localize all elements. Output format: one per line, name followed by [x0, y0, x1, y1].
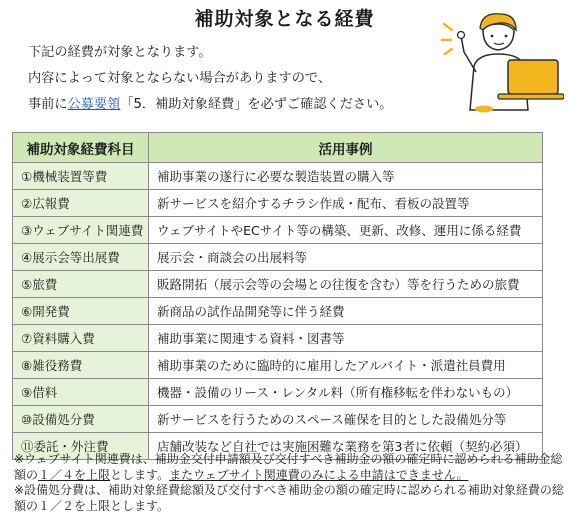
example-cell: 新サービスを行うためのスペース確保を目的とした設備処分等 — [149, 406, 543, 433]
header-category: 補助対象経費科目 — [13, 133, 149, 163]
category-cell: ⑩設備処分費 — [13, 406, 149, 433]
example-cell: 補助事業の遂行に必要な製造装置の購入等 — [149, 163, 543, 190]
intro-line-3 — [28, 92, 392, 118]
table-row — [13, 244, 543, 271]
guideline-link[interactable]: 公募要領 — [67, 97, 121, 112]
category-cell: ⑧雑役務費 — [13, 352, 149, 379]
note-website — [14, 452, 564, 483]
category-cell: ⑦資料購入費 — [13, 325, 149, 352]
table-row — [13, 406, 543, 433]
table-row — [13, 190, 543, 217]
intro-line-1: 下記の経費が対象となります。 — [28, 45, 212, 60]
example-cell: 新サービスを紹介するチラシ作成・配布、看板の設置等 — [149, 190, 543, 217]
example-cell: 店舗改装など自社では実施困難な業務を第3者に依頼（契約必須） — [149, 433, 543, 460]
intro-text — [28, 40, 392, 118]
category-cell: ④展示会等出展費 — [13, 244, 149, 271]
table-row — [13, 298, 543, 325]
note-website-tail: とします。 — [110, 467, 170, 482]
note-disposal: ※設備処分費は、補助対象経費総額及び交付すべき補助金の額の確定時に認められる補助対象経費の総額の１／２を上限とします。 — [14, 483, 564, 513]
table-row — [13, 217, 543, 244]
example-cell: 補助事業のために臨時的に雇用したアルバイト・派遣社員費用 — [149, 352, 543, 379]
category-cell: ⑤旅費 — [13, 271, 149, 298]
intro-line-3-suffix: 「5．補助対象経費」を必ずご確認ください。 — [120, 97, 393, 112]
example-cell: 新商品の試作品開発等に伴う経費 — [149, 298, 543, 325]
person-with-laptop-illustration — [436, 8, 564, 116]
table-row — [13, 271, 543, 298]
example-cell: 展示会・商談会の出展料等 — [149, 244, 543, 271]
note-website-cap: １／４を上限 — [38, 467, 111, 482]
cost-table — [12, 132, 543, 460]
table-row — [13, 325, 543, 352]
category-cell: ②広報費 — [13, 190, 149, 217]
example-cell: 機器・設備のリース・レンタル料（所有権移転を伴わないもの） — [149, 379, 543, 406]
intro-line-3-prefix: 事前に — [28, 97, 68, 112]
intro-line-2: 内容によって対象とならない場合がありますので、 — [28, 71, 332, 86]
table-header-row — [13, 133, 543, 163]
note-website-restriction: またウェブサイト関連費のみによる申請はできません。 — [169, 467, 469, 482]
category-cell: ③ウェブサイト関連費 — [13, 217, 149, 244]
category-cell: ⑥開発費 — [13, 298, 149, 325]
category-cell: ①機械装置等費 — [13, 163, 149, 190]
footnotes — [14, 452, 564, 514]
category-cell: ⑪委託・外注費 — [13, 433, 149, 460]
example-cell: 販路開拓（展示会等の会場との往復を含む）等を行うための旅費 — [149, 271, 543, 298]
header-example: 活用事例 — [149, 133, 543, 163]
table-row — [13, 379, 543, 406]
category-cell: ⑨借料 — [13, 379, 149, 406]
example-cell: 補助事業に関連する資料・図書等 — [149, 325, 543, 352]
page-title: 補助対象となる経費 — [194, 8, 375, 30]
note-website-main: ※ウェブサイト関連費は、補助金交付申請額及び交付すべき補助金の額の確定時に認められる補助金総額の — [14, 452, 563, 482]
table-row — [13, 352, 543, 379]
example-cell: ウェブサイトやECサイト等の構築、更新、改修、運用に係る経費 — [149, 217, 543, 244]
table-row — [13, 163, 543, 190]
